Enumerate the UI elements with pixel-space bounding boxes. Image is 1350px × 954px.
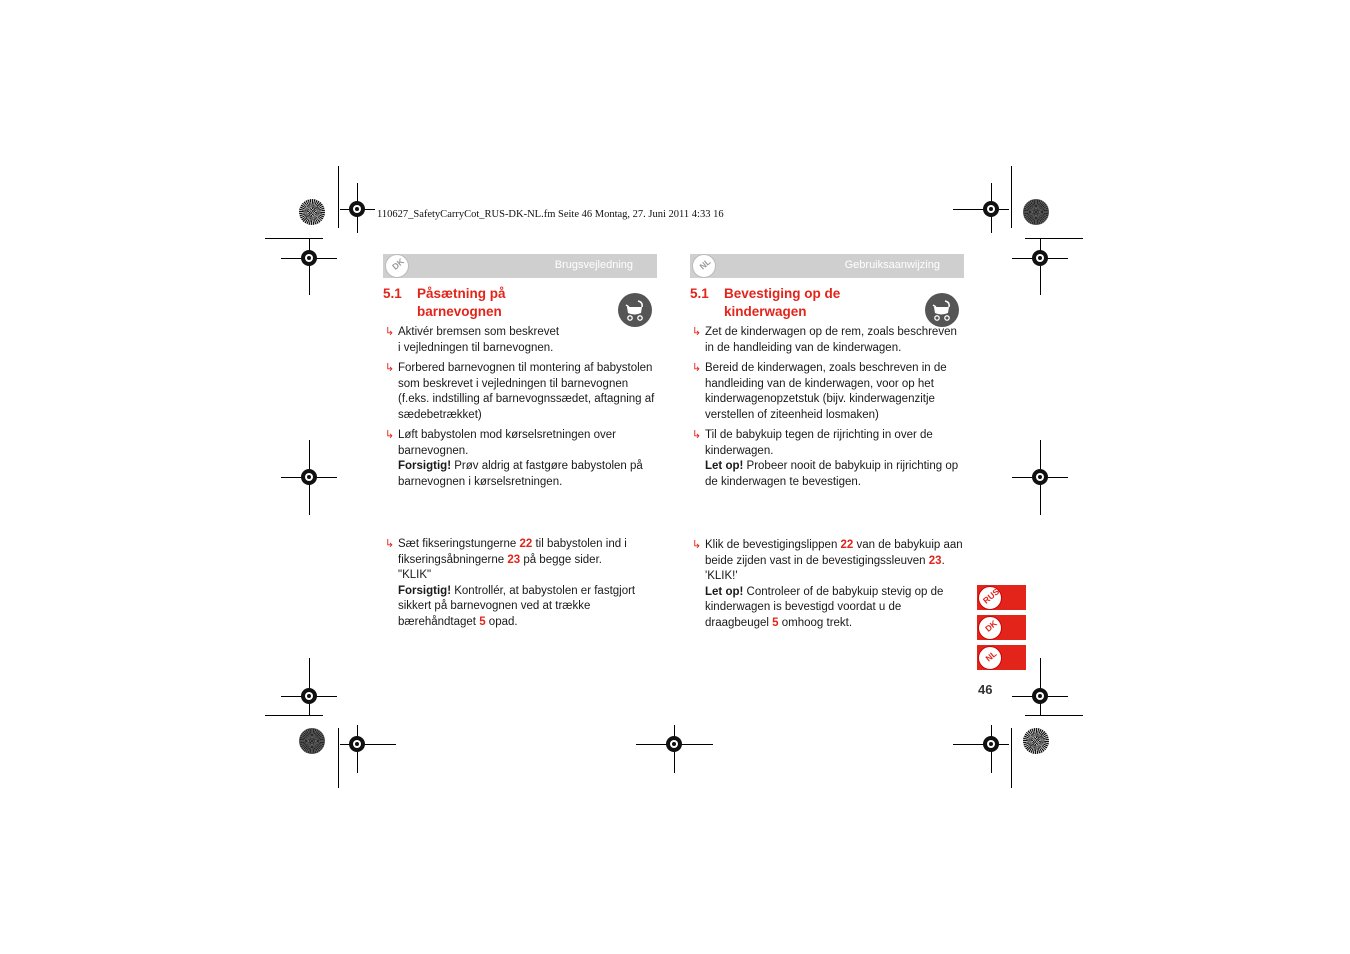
- registration-mark-icon: [301, 688, 317, 704]
- language-badge: NL: [692, 254, 716, 278]
- color-bar-icon: [299, 199, 325, 225]
- arrow-bullet-icon: ↳: [385, 429, 395, 441]
- side-tab-rus: [977, 585, 1026, 610]
- pram-icon: [618, 293, 652, 327]
- section-title: 5.1 Påsætning på barnevognen: [383, 286, 506, 319]
- color-bar-icon: [1023, 728, 1049, 754]
- side-tab-nl: [977, 645, 1026, 670]
- registration-mark-icon: [349, 201, 365, 217]
- list-item: ↳ Forbered barnevognen til montering af babystolen som beskrevet i vejledningen til barnevognen (f.eks. indstilling af barnevognssædet, aftagning af sædebetrækket): [385, 362, 655, 421]
- arrow-bullet-icon: ↳: [692, 362, 702, 374]
- arrow-bullet-icon: ↳: [692, 539, 702, 551]
- instructions-dk-step4: [385, 537, 660, 635]
- file-info: 110627_SafetyCarryCot_RUS-DK-NL.fm Seite 46 Montag, 27. Juni 2011 4:33 16: [377, 209, 724, 220]
- color-bar-icon: [1023, 199, 1049, 225]
- section-header-dk: [383, 254, 657, 278]
- arrow-bullet-icon: ↳: [692, 429, 702, 441]
- list-item: ↳ Bereid de kinderwagen, zoals beschreven in de handleiding van de kinderwagen, voor op het kinderwagenopzetstuk (bijv. kinderwagenzitje verstellen of ziteenheid losmaken): [692, 362, 947, 421]
- arrow-bullet-icon: ↳: [385, 326, 395, 338]
- pram-icon: [925, 293, 959, 327]
- registration-mark-icon: [983, 201, 999, 217]
- registration-mark-icon: [301, 469, 317, 485]
- header-label: Brugsvejledning: [554, 259, 633, 271]
- language-badge: DK: [978, 616, 1002, 640]
- arrow-bullet-icon: ↳: [385, 362, 395, 374]
- list-item: ↳ Zet de kinderwagen op de rem, zoals beschreven in de handleiding van de kinderwagen.: [692, 326, 957, 354]
- list-item: ↳ Sæt fikseringstungerne 22 til babystolen ind i fikseringsåbningerne 23 på begge sider. "KLIK" Forsigtig! Kontrollér, at babystolen er fastgjort sikkert på barnevognen ved at trække bærehåndtaget 5 opad.: [385, 538, 636, 628]
- list-item: ↳ Til de babykuip tegen de rijrichting in over de kinderwagen. Let op! Probeer nooit de babykuip in rijrichting op de kinderwagen te bevestigen.: [692, 429, 959, 488]
- language-badge: RUS: [978, 586, 1002, 610]
- arrow-bullet-icon: ↳: [385, 538, 395, 550]
- registration-mark-icon: [1032, 688, 1048, 704]
- section-header-nl: [690, 254, 964, 278]
- list-item: ↳ Klik de bevestigingslippen 22 van de babykuip aan beide zijden vast in de bevestigingssleuven 23. 'KLIK!' Let op! Controleer of de babykuip stevig op de kinderwagen is bevestigd voordat u de draagbeugel 5 omhoog trekt.: [692, 539, 963, 629]
- registration-mark-icon: [349, 736, 365, 752]
- registration-mark-icon: [666, 736, 682, 752]
- instructions-dk: [385, 325, 660, 495]
- page-number: 46: [978, 682, 993, 697]
- registration-mark-icon: [1032, 469, 1048, 485]
- language-badge: NL: [978, 646, 1002, 670]
- registration-mark-icon: [983, 736, 999, 752]
- registration-mark-icon: [1032, 250, 1048, 266]
- side-tab-dk: [977, 615, 1026, 640]
- section-title: 5.1 Bevestiging op de kinderwagen: [690, 286, 841, 319]
- color-bar-icon: [299, 728, 325, 754]
- arrow-bullet-icon: ↳: [692, 326, 702, 338]
- instructions-nl: [692, 325, 967, 495]
- registration-mark-icon: [301, 250, 317, 266]
- list-item: ↳ Løft babystolen mod kørselsretningen over barnevognen. Forsigtig! Prøv aldrig at fastgøre babystolen på barnevognen i kørselsretningen.: [385, 429, 643, 488]
- language-badge: DK: [385, 254, 409, 278]
- header-label: Gebruiksaanwijzing: [844, 259, 940, 271]
- list-item: ↳ Aktivér bremsen som beskrevet i vejledningen til barnevognen.: [385, 326, 560, 354]
- instructions-nl-step4: [692, 538, 967, 636]
